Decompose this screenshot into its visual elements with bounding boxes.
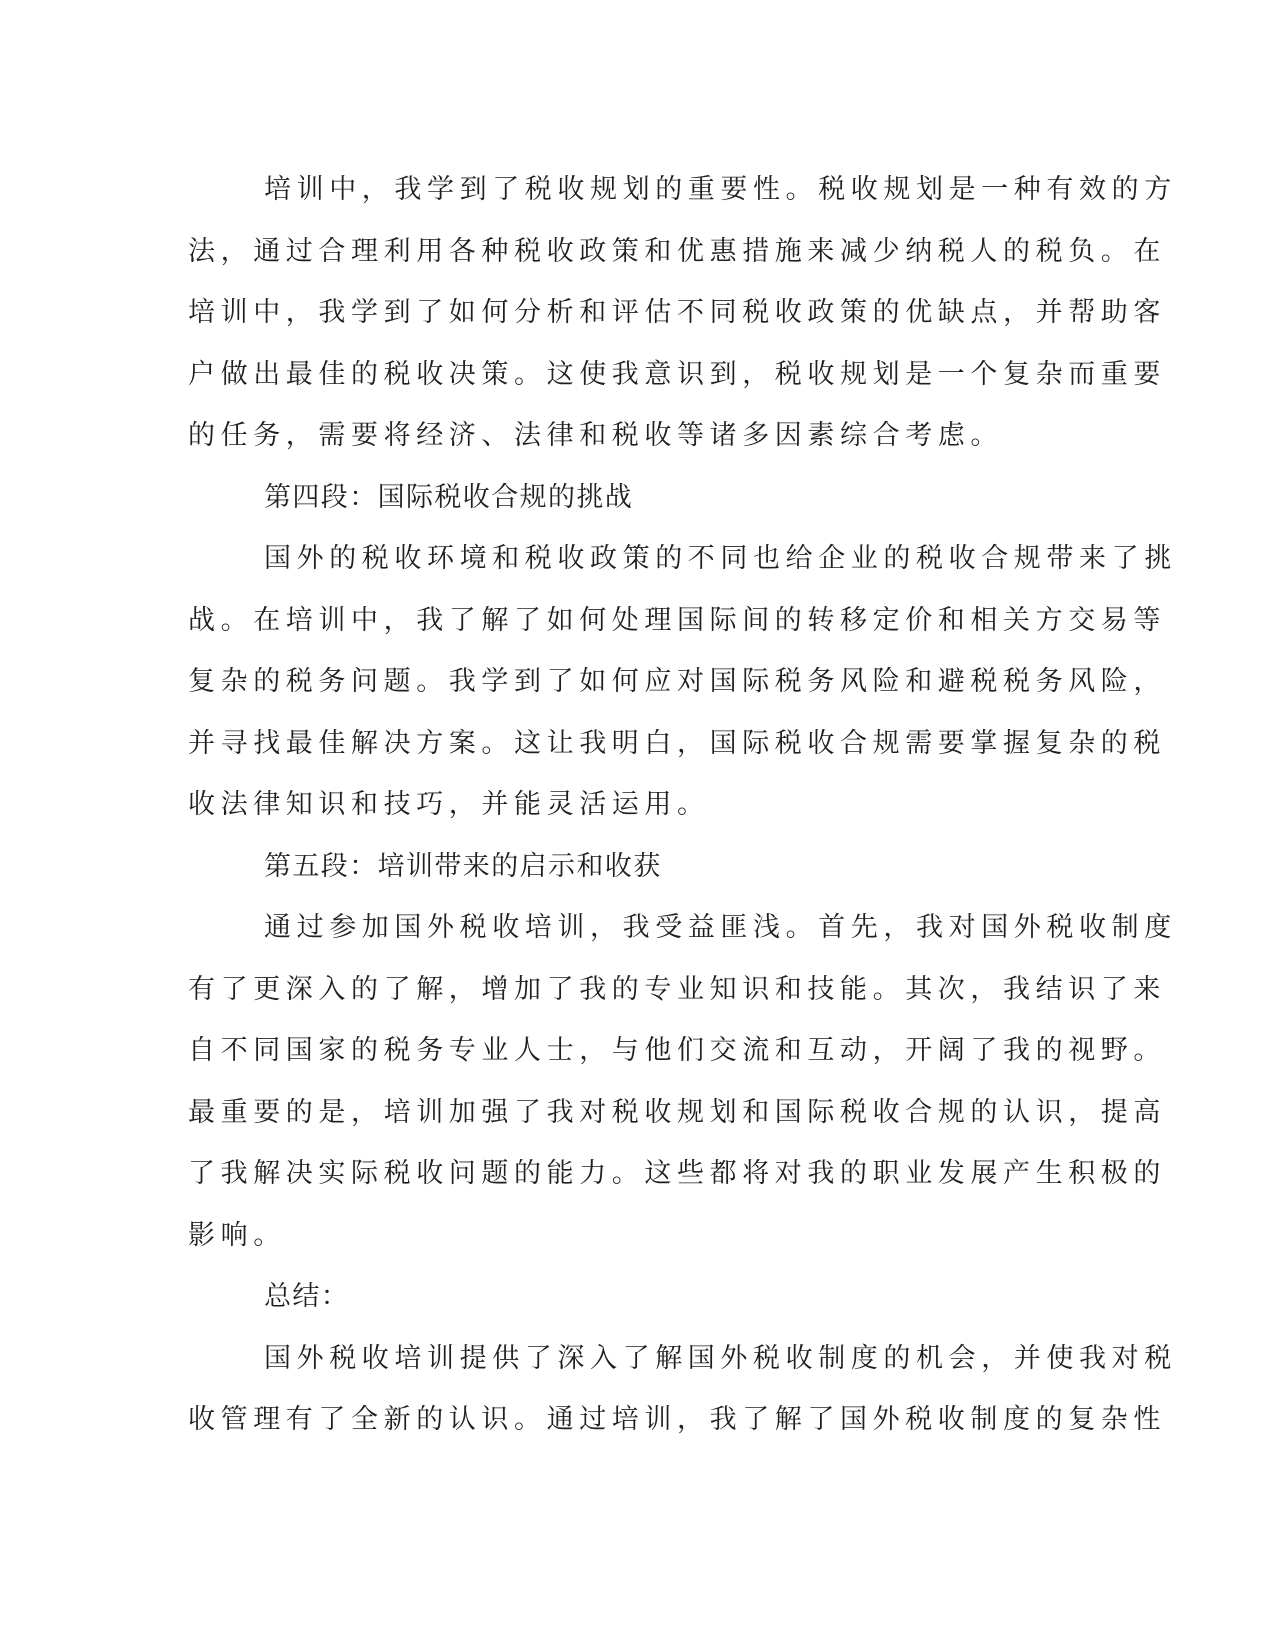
paragraph-5-line-4: 最重要的是，培训加强了我对税收规划和国际税收合规的认识，提高 xyxy=(188,1096,1166,1128)
paragraph-3-line-1: 培训中，我学到了税收规划的重要性。税收规划是一种有效的方 xyxy=(264,174,1177,205)
paragraph-5-line-1: 通过参加国外税收培训，我受益匪浅。首先，我对国外税收制度 xyxy=(264,912,1177,943)
paragraph-3-line-3: 培训中，我学到了如何分析和评估不同税收政策的优缺点，并帮助客 xyxy=(188,297,1166,328)
paragraph-5-line-5: 了我解决实际税收问题的能力。这些都将对我的职业发展产生积极的 xyxy=(188,1158,1166,1189)
paragraph-5-line-3: 自不同国家的税务专业人士，与他们交流和互动，开阔了我的视野。 xyxy=(188,1035,1166,1066)
paragraph-3-line-2: 法，通过合理利用各种税收政策和优惠措施来减少纳税人的税负。在 xyxy=(188,235,1166,267)
paragraph-3-line-4: 户做出最佳的税收决策。这使我意识到，税收规划是一个复杂而重要 xyxy=(188,358,1166,390)
document-body xyxy=(188,159,1177,1451)
paragraph-4-line-1: 国外的税收环境和税收政策的不同也给企业的税收合规带来了挑 xyxy=(264,543,1177,574)
paragraph-5-line-2: 有了更深入的了解，增加了我的专业知识和技能。其次，我结识了来 xyxy=(188,973,1166,1005)
summary-line-2: 收管理有了全新的认识。通过培训，我了解了国外税收制度的复杂性 xyxy=(188,1404,1166,1435)
paragraph-4-line-4: 并寻找最佳解决方案。这让我明白，国际税收合规需要掌握复杂的税 xyxy=(188,727,1166,759)
section-4-heading: 第四段：国际税收合规的挑战 xyxy=(264,481,634,513)
summary-heading: 总结： xyxy=(264,1281,350,1312)
paragraph-4-line-3: 复杂的税务问题。我学到了如何应对国际税务风险和避税税务风险， xyxy=(188,666,1166,697)
paragraph-5-line-6: 影响。 xyxy=(188,1219,286,1251)
section-5-heading: 第五段：培训带来的启示和收获 xyxy=(264,850,662,882)
paragraph-4-line-2: 战。在培训中，我了解了如何处理国际间的转移定价和相关方交易等 xyxy=(188,604,1166,636)
paragraph-4-line-5: 收法律知识和技巧，并能灵活运用。 xyxy=(188,789,710,820)
summary-line-1: 国外税收培训提供了深入了解国外税收制度的机会，并使我对税 xyxy=(264,1342,1177,1374)
paragraph-3-line-5: 的任务，需要将经济、法律和税收等诸多因素综合考虑。 xyxy=(188,420,1003,451)
